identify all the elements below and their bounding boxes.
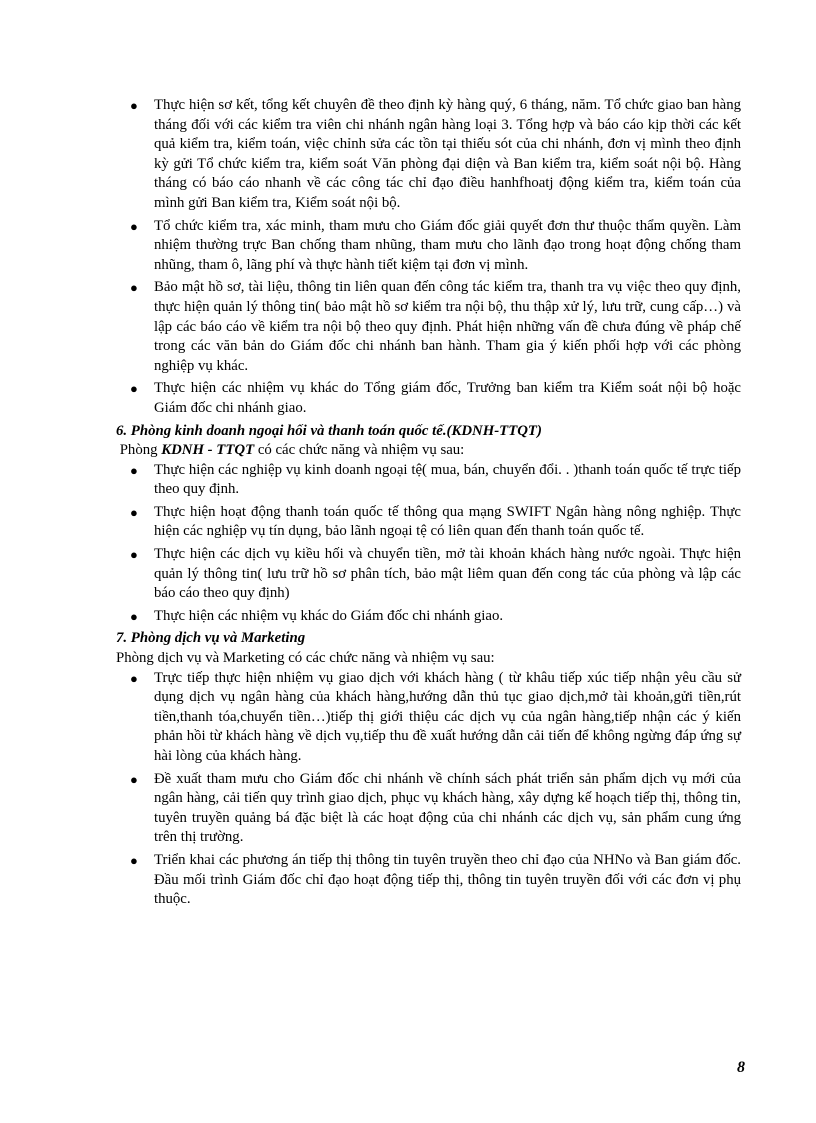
bullet-icon: ● bbox=[130, 547, 138, 563]
list-item-text: Thực hiện các nhiệm vụ khác do Giám đốc chi nhánh giao. bbox=[154, 607, 504, 624]
list-item bbox=[116, 278, 741, 376]
list-item-text: Bảo mật hồ sơ, tài liệu, thông tin liên quan đến công tác kiểm tra, thanh tra vụ việc theo quy định, thực hiện quản lý thông tin( bảo mật hồ sơ kiểm tra nội bộ, thu thập xử lý, lưu trữ, cung cấp…) và lập các báo cáo về kiểm tra nội bộ theo quy định. Phát hiện những vấn đề chưa đúng về pháp chế trong các văn bản do Giám đốc chi nhánh ban hành. Tham gia ý kiến phối hợp với các phòng nghiệp vụ khác. bbox=[154, 279, 741, 374]
section-6-list bbox=[116, 461, 741, 627]
list-item-text: Trực tiếp thực hiện nhiệm vụ giao dịch với khách hàng ( từ khâu tiếp xúc tiếp nhận yêu cầu sử dụng dịch vụ ngân hàng của khách hàng,hướng dẫn thủ tục giao dịch,mở tài khoản,gửi tiền,rút tiền,thanh tóa,chuyển tiền…)tiếp thị giới thiệu các dịch vụ của ngân hàng,tiếp nhận các ý kiến phản hồi từ khách hàng về dịch vụ,tiếp thu đề xuất hướng dẫn cải tiến để không ngừng đáp ứng sự hài lòng của khách hàng. bbox=[154, 669, 741, 764]
list-item-text: Đề xuất tham mưu cho Giám đốc chi nhánh về chính sách phát triển sản phẩm dịch vụ mới của ngân hàng, cải tiến quy trình giao dịch, phục vụ khách hàng, xây dựng kế hoạch tiếp thị, thông tin, tuyên truyền quảng bá đặc biệt là các hoạt động của chi nhánh các dịch vụ, sản phẩm cung ứng trên thị trường. bbox=[154, 770, 741, 846]
bullet-icon: ● bbox=[130, 608, 138, 624]
intro-prefix: Phòng bbox=[119, 442, 162, 459]
page-number: 8 bbox=[737, 1059, 745, 1076]
bullet-icon: ● bbox=[130, 504, 138, 520]
bullet-icon: ● bbox=[130, 218, 138, 234]
section-7-intro: Phòng dịch vụ và Marketing có các chức năng và nhiệm vụ sau: bbox=[116, 650, 495, 667]
list-item bbox=[116, 770, 741, 848]
intro-abbreviation: KDNH - TTQT bbox=[161, 442, 255, 459]
section-6-heading: 6. Phòng kinh doanh ngoại hối và thanh toán quốc tế.(KDNH-TTQT) bbox=[116, 422, 542, 439]
list-item bbox=[116, 607, 741, 627]
bullet-icon: ● bbox=[130, 280, 138, 296]
list-item bbox=[116, 851, 741, 910]
list-item-text: Thực hiện hoạt động thanh toán quốc tế thông qua mạng SWIFT Ngân hàng nông nghiệp. Thực hiện các nghiệp vụ tín dụng, bảo lãnh ngoại tệ có liên quan đến thanh toán quốc tế. bbox=[154, 503, 741, 540]
bullet-icon: ● bbox=[130, 771, 138, 787]
section-7-heading: 7. Phòng dịch vụ và Marketing bbox=[116, 630, 306, 647]
list-item bbox=[116, 379, 741, 418]
list-item bbox=[116, 96, 741, 214]
list-item-text: Thực hiện các nhiệm vụ khác do Tổng giám đốc, Trưởng ban kiểm tra Kiểm soát nội bộ hoặc Giám đốc chi nhánh giao. bbox=[154, 380, 741, 416]
bullet-icon: ● bbox=[130, 381, 138, 397]
page-content bbox=[116, 96, 741, 913]
list-item bbox=[116, 461, 741, 500]
list-item-text: Tổ chức kiểm tra, xác minh, tham mưu cho Giám đốc giải quyết đơn thư thuộc thẩm quyền. Làm nhiệm thường trực Ban chống tham nhũng, tham mưu cho lãnh đạo trong hoạt động chống tham nhũng, tham ô, lãng phí và thực hành tiết kiệm tại đơn vị mình. bbox=[154, 217, 741, 273]
bullet-icon: ● bbox=[130, 852, 138, 868]
inspection-duties-list bbox=[116, 96, 741, 419]
list-item-text: Thực hiện các nghiệp vụ kinh doanh ngoại tệ( mua, bán, chuyển đổi. . )thanh toán quốc tế trực tiếp theo quy định. bbox=[154, 461, 741, 498]
list-item bbox=[116, 669, 741, 767]
list-item-text: Triển khai các phương án tiếp thị thông tin tuyên truyền theo chỉ đạo của NHNo và Ban giám đốc. Đầu mối trình Giám đốc chỉ đạo hoạt động tiếp thị, thông tin tuyên truyền đối với các đơn vị phụ thuộc. bbox=[154, 851, 741, 908]
bullet-icon: ● bbox=[130, 462, 138, 478]
intro-suffix: có các chức năng và nhiệm vụ sau: bbox=[254, 442, 465, 459]
bullet-icon: ● bbox=[130, 98, 138, 113]
list-item-text: Thực hiện sơ kết, tổng kết chuyên đề theo định kỳ hàng quý, 6 tháng, năm. Tổ chức giao ban hàng tháng đối với các kiểm tra viên chi nhánh ngân hàng loại 3. Tổng hợp và báo cáo kịp thời các kết quả kiểm tra, kiểm toán, việc chỉnh sửa các tồn tại thiếu sót của chi nhánh, đơn vị mình theo định kỳ gửi Tổ chức kiểm tra, kiểm soát Văn phòng đại diện và Ban kiểm tra, kiểm soát nội bộ. Hàng tháng có báo cáo nhanh về các công tác chỉ đạo điều hanhfhoatj động kiểm tra, kiểm toán của mình gửi Ban kiểm tra, Kiểm soát nội bộ. bbox=[154, 97, 741, 211]
list-item-text: Thực hiện các dịch vụ kiều hối và chuyển tiền, mở tài khoản khách hàng nước ngoài. Thực hiện quản lý thông tin( lưu trữ hồ sơ phân tích, bảo mật liêm quan đến cong tác của phòng và lập các báo cáo theo quy định) bbox=[154, 546, 741, 602]
section-7-list bbox=[116, 669, 741, 910]
list-item bbox=[116, 545, 741, 604]
bullet-icon: ● bbox=[130, 670, 138, 686]
list-item bbox=[116, 503, 741, 542]
section-6-intro bbox=[116, 441, 741, 461]
list-item bbox=[116, 217, 741, 276]
